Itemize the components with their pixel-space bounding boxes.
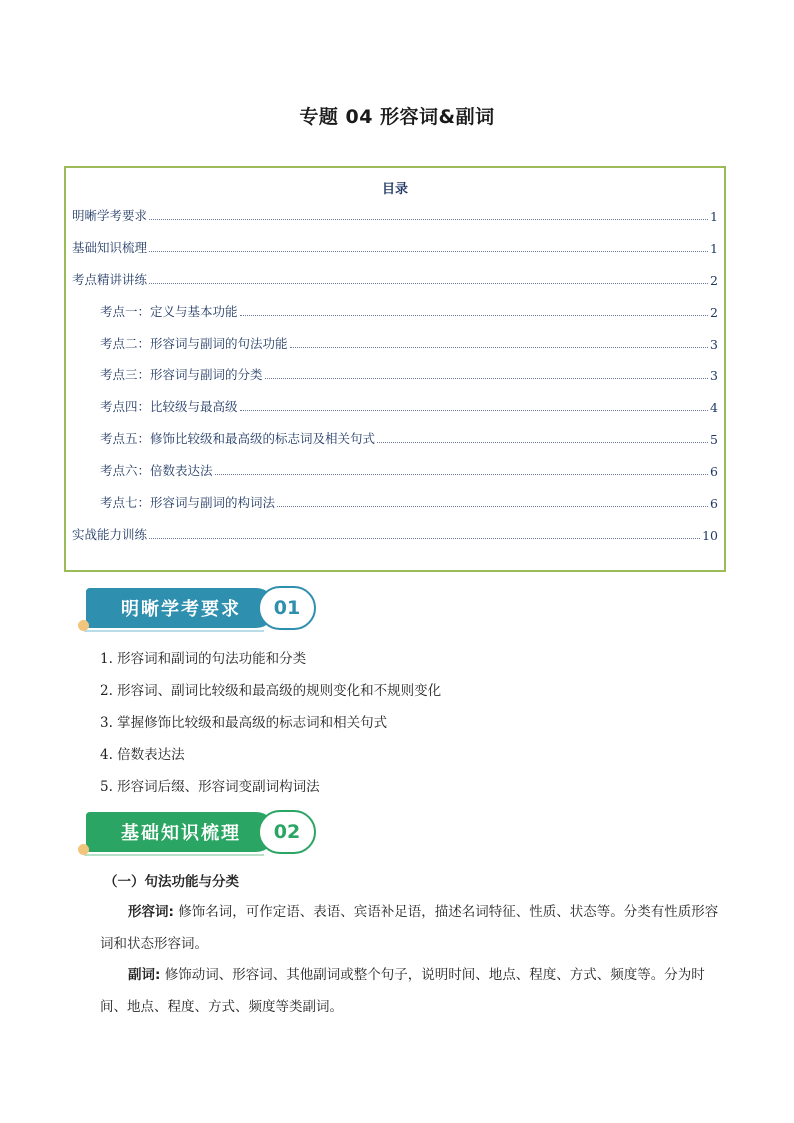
toc-item[interactable]: 考点二：形容词与副词的句法功能 3 [100,336,718,352]
requirement-item: 3. 掌握修饰比较级和最高级的标志词和相关句式 [100,715,388,731]
banner-underline [84,630,264,632]
document-title: 专题 04 形容词&副词 [299,106,495,128]
term-text: 修饰名词，可作定语、表语、宾语补足语，描述名词特征、性质、状态等。分类有性质形容词和状态形容词。 [100,904,719,952]
toc-item[interactable]: 考点一：定义与基本功能 2 [100,304,718,320]
toc-item[interactable]: 考点精讲讲练 2 [72,272,718,288]
requirement-item: 1. 形容词和副词的句法功能和分类 [100,651,307,667]
toc-item[interactable]: 基础知识梳理 1 [72,240,718,256]
toc-item[interactable]: 考点五：修饰比较级和最高级的标志词及相关句式 5 [100,431,718,447]
section-number: 01 [258,586,316,630]
toc-item[interactable]: 考点七：形容词与副词的构词法 6 [100,495,718,511]
requirement-item: 4. 倍数表达法 [100,747,185,763]
term-label: 形容词: [128,904,174,920]
banner-underline [84,854,264,856]
section-label: 明晰学考要求 [86,588,276,628]
section-label: 基础知识梳理 [86,812,276,852]
section-number: 02 [258,810,316,854]
section-banner-basics [78,810,318,858]
bullet-dot [78,620,89,631]
requirement-item: 2. 形容词、副词比较级和最高级的规则变化和不规则变化 [100,683,442,699]
section-banner-requirements [78,586,318,634]
paragraph-adjective [100,896,726,960]
table-of-contents [64,166,726,572]
toc-item[interactable]: 考点三：形容词与副词的分类 3 [100,367,718,383]
toc-item[interactable]: 实战能力训练 10 [72,527,718,543]
requirement-item: 5. 形容词后缀、形容词变副词构词法 [100,779,320,795]
term-text: 修饰动词、形容词、其他副词或整个句子，说明时间、地点、程度、方式、频度等。分为时间、地点、程度、方式、频度等类副词。 [100,967,705,1015]
subsection-heading: （一）句法功能与分类 [104,874,239,890]
paragraph-adverb [100,959,726,1023]
bullet-dot [78,844,89,855]
toc-heading: 目录 [381,182,408,197]
toc-item[interactable]: 考点四：比较级与最高级 4 [100,399,718,415]
term-label: 副词: [128,967,161,983]
toc-item[interactable]: 考点六：倍数表达法 6 [100,463,718,479]
toc-item[interactable]: 明晰学考要求 1 [72,208,718,224]
